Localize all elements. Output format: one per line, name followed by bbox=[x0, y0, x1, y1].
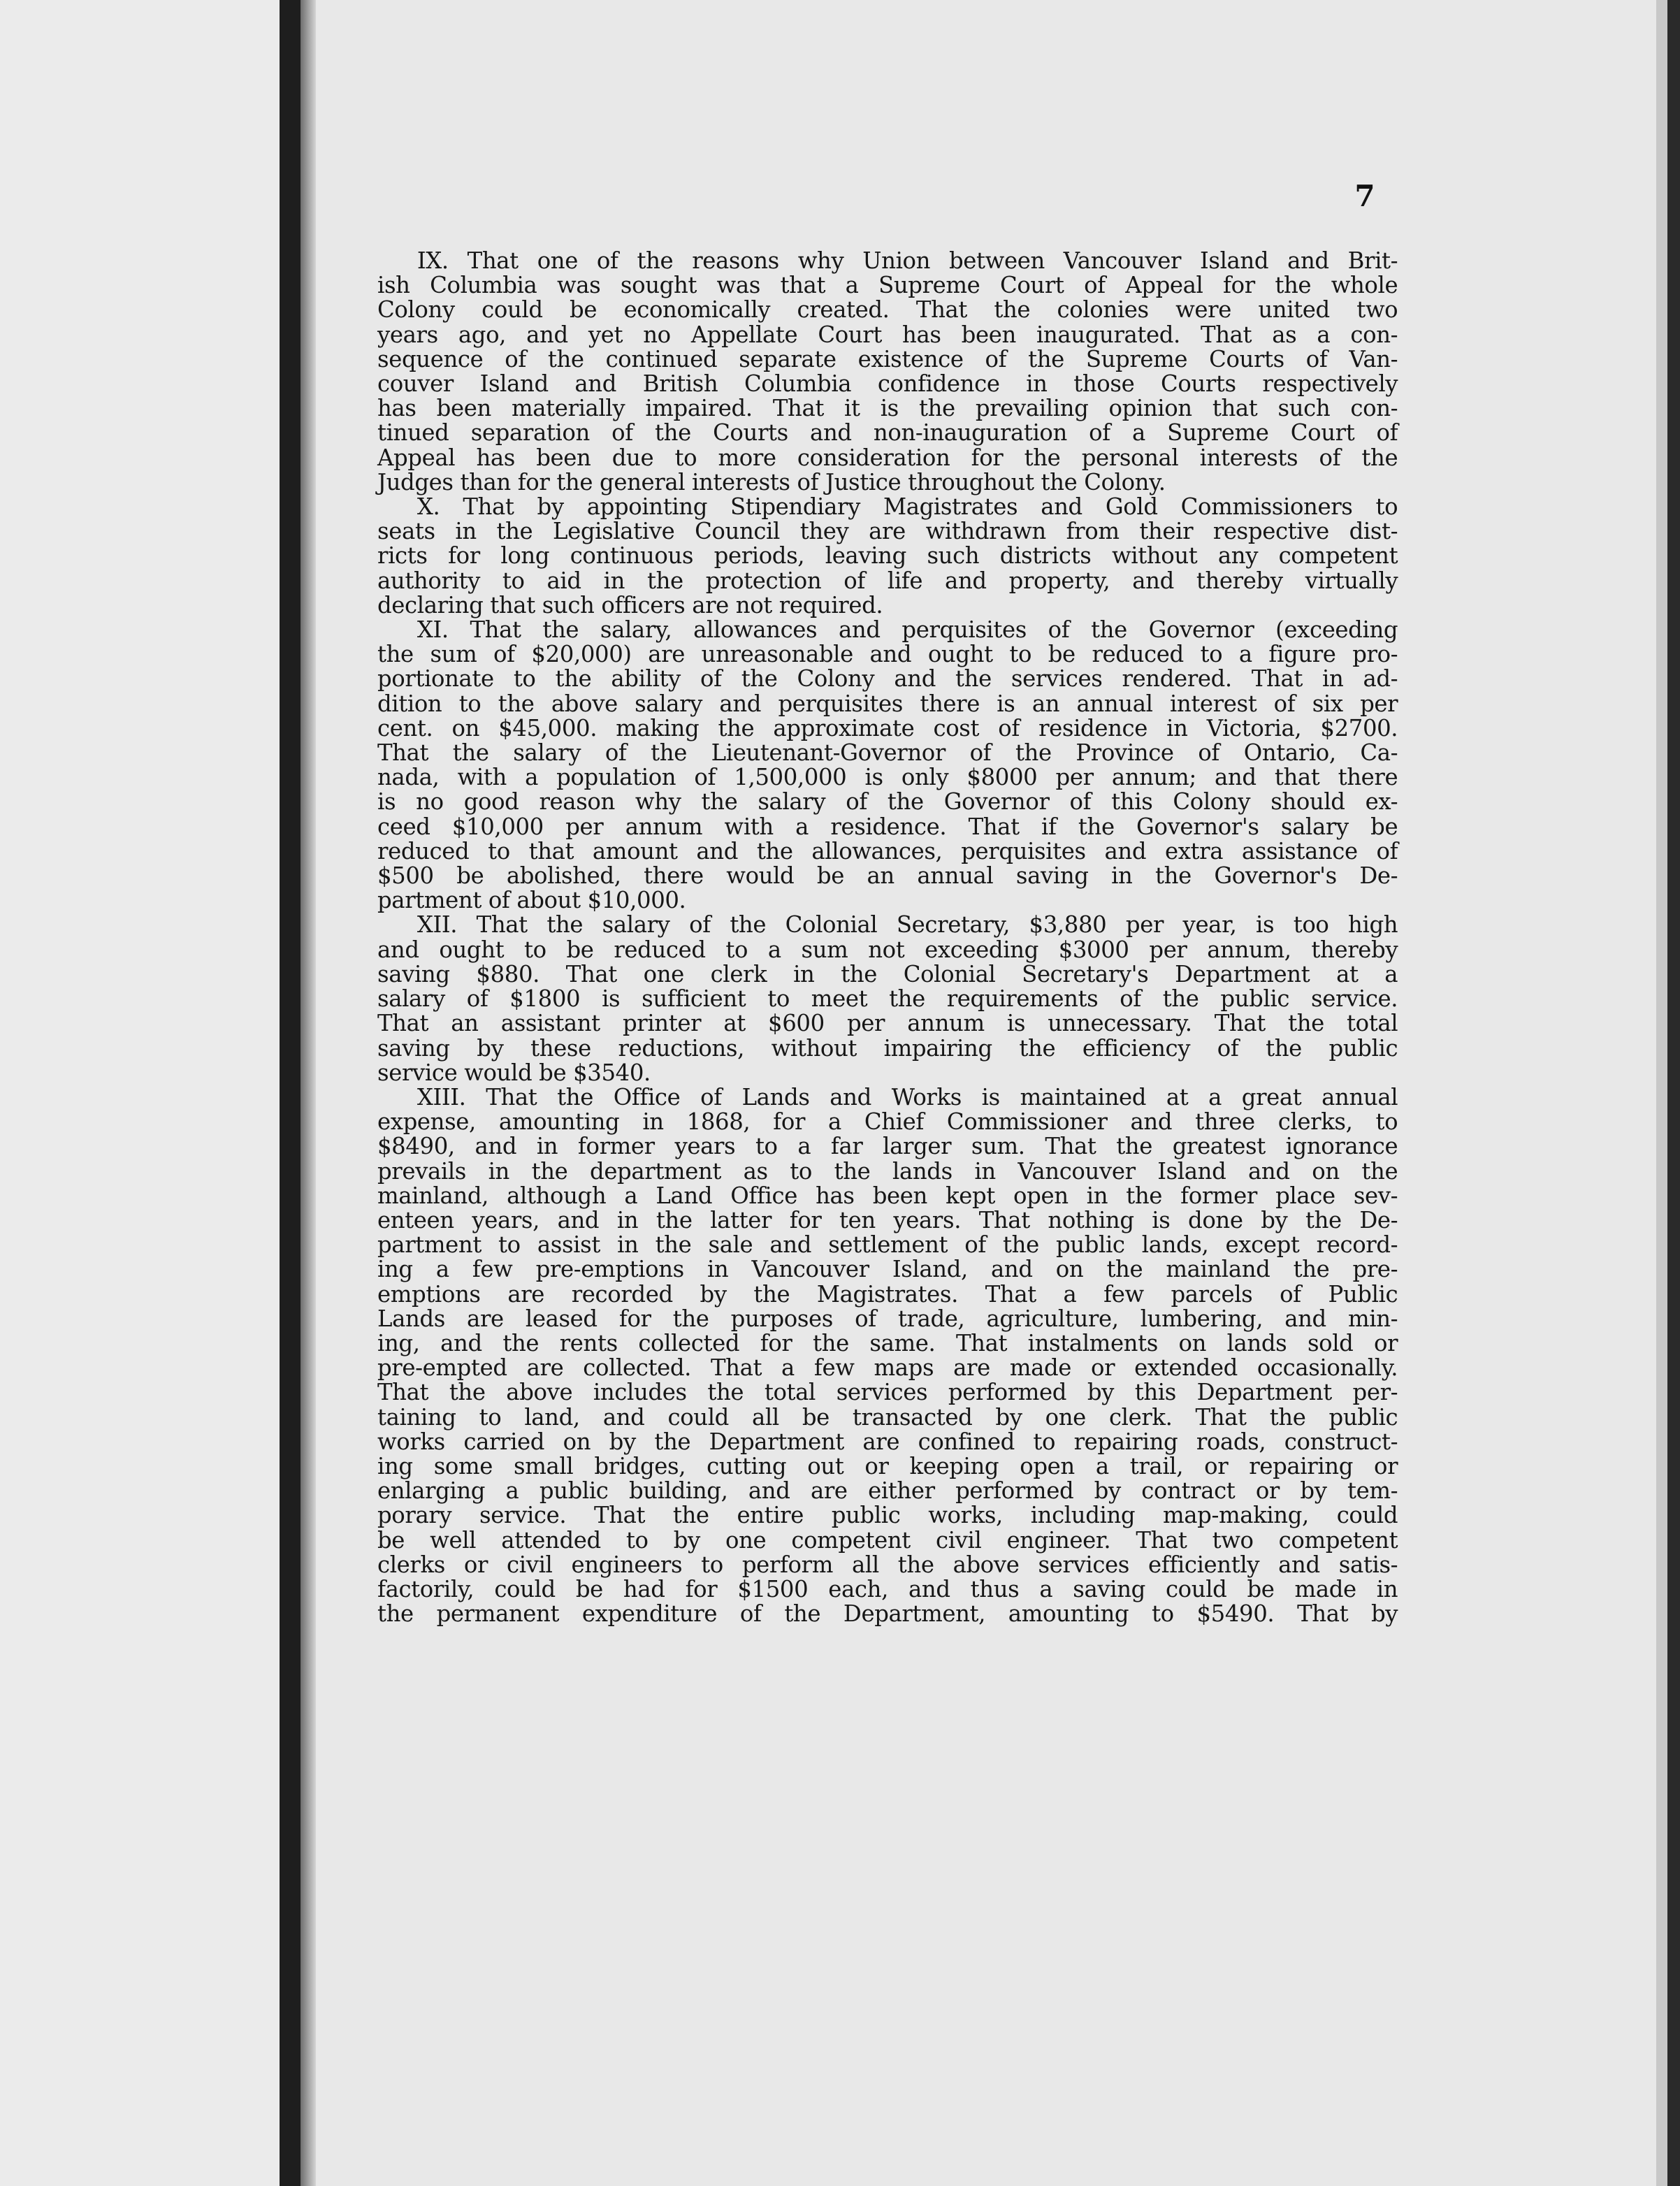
previous-page-line bbox=[0, 243, 280, 268]
text-line: and ought to be reduced to a sum not exceeding $3000 per annum, thereby bbox=[377, 935, 1398, 963]
text-line: the sum of $20,000) are unreasonable and ought to be reduced to a figure pro- bbox=[377, 640, 1398, 668]
previous-page-line bbox=[0, 363, 280, 388]
previous-page-line bbox=[0, 1498, 280, 1522]
text-line: partment to assist in the sale and settlement of the public lands, except record- bbox=[377, 1231, 1398, 1259]
text-line: salary of $1800 is sufficient to meet the requirements of the public service. bbox=[377, 985, 1398, 1013]
previous-page-line bbox=[0, 1398, 280, 1423]
article-paragraph bbox=[377, 912, 1398, 1084]
previous-page-line bbox=[0, 1151, 280, 1175]
text-line: be well attended to by one competent civil engineer. That two competent bbox=[377, 1526, 1398, 1554]
text-line: saving by these reductions, without impairing the efficiency of the public bbox=[377, 1034, 1398, 1062]
text-line: seats in the Legislative Council they are withdrawn from their respective dist- bbox=[377, 517, 1398, 545]
previous-page-line bbox=[0, 1473, 280, 1498]
text-line: is no good reason why the salary of the Governor of this Colony should ex- bbox=[377, 788, 1398, 816]
previous-page-line bbox=[0, 611, 280, 635]
text-line: declaring that such officers are not required. bbox=[377, 591, 883, 618]
text-line: ceed $10,000 per annum with a residence. That if the Governor's salary be bbox=[377, 812, 1398, 840]
previous-page-line bbox=[0, 755, 280, 780]
text-line: ing some small bridges, cutting out or keeping open a trail, or repairing or bbox=[377, 1452, 1398, 1479]
text-line: XI. That the salary, allowances and perquisites of the Governor (exceeding bbox=[417, 616, 1398, 644]
previous-page-line bbox=[0, 1127, 280, 1151]
text-line: nada, with a population of 1,500,000 is only $8000 per annum; and that there bbox=[377, 763, 1398, 791]
text-line: ish Columbia was sought was that a Supreme Court of Appeal for the whole bbox=[377, 271, 1398, 299]
previous-page-line bbox=[0, 730, 280, 755]
text-line: cent. on $45,000. making the approximate cost of residence in Victoria, $2700. bbox=[377, 714, 1398, 741]
previous-page-line bbox=[0, 1101, 280, 1126]
previous-page-line bbox=[0, 1374, 280, 1398]
text-line: dition to the above salary and perquisites there is an annual interest of six per bbox=[377, 689, 1398, 717]
previous-page-line bbox=[0, 1349, 280, 1373]
previous-page-line bbox=[0, 314, 280, 338]
text-line: prevails in the department as to the lands in Vancouver Island and on the bbox=[377, 1157, 1398, 1185]
text-line: IX. That one of the reasons why Union between Vancouver Island and Brit- bbox=[417, 247, 1398, 274]
text-line: XII. That the salary of the Colonial Secretary, $3,880 per year, is too high bbox=[417, 911, 1398, 939]
previous-page-line bbox=[0, 1225, 280, 1250]
previous-page-text bbox=[0, 243, 280, 1597]
scan-background bbox=[1667, 0, 1680, 2186]
previous-page-line bbox=[0, 487, 280, 512]
gutter-shadow bbox=[300, 0, 316, 2186]
previous-page-line bbox=[0, 1572, 280, 1596]
text-line: enteen years, and in the latter for ten years. That nothing is done by the De- bbox=[377, 1206, 1398, 1233]
previous-page-line bbox=[0, 289, 280, 313]
text-line: Colony could be economically created. That the colonies were united two bbox=[377, 296, 1398, 324]
page-body bbox=[377, 248, 1398, 1626]
previous-page-line bbox=[0, 388, 280, 412]
previous-page-line bbox=[0, 1201, 280, 1225]
page-number: 7 bbox=[1354, 179, 1375, 213]
text-line: saving $880. That one clerk in the Colonial Secretary's Department at a bbox=[377, 960, 1398, 987]
text-line: XIII. That the Office of Lands and Works is maintained at a great annual bbox=[417, 1083, 1398, 1110]
text-line: ing, and the rents collected for the same. That instalments on lands sold or bbox=[377, 1329, 1398, 1356]
text-line: partment of about $10,000. bbox=[377, 886, 686, 914]
previous-page-line bbox=[0, 1052, 280, 1077]
text-line: works carried on by the Department are confined to repairing roads, construct- bbox=[377, 1427, 1398, 1455]
text-line: enlarging a public building, and are either performed by contract or by tem- bbox=[377, 1477, 1398, 1505]
previous-page-line bbox=[0, 1300, 280, 1324]
previous-page-line bbox=[0, 586, 280, 610]
text-line: ricts for long continuous periods, leaving such districts without any competent bbox=[377, 542, 1398, 570]
previous-page-line bbox=[0, 1324, 280, 1349]
text-line: expense, amounting in 1868, for a Chief Commissioner and three clerks, to bbox=[377, 1108, 1398, 1136]
previous-page-line bbox=[0, 437, 280, 462]
article-paragraph bbox=[377, 494, 1398, 617]
text-line: X. That by appointing Stipendiary Magistrates and Gold Commissioners to bbox=[417, 493, 1398, 521]
text-line: clerks or civil engineers to perform all the above services efficiently and satis- bbox=[377, 1550, 1398, 1578]
text-line: emptions are recorded by the Magistrates. That a few parcels of Public bbox=[377, 1280, 1398, 1308]
previous-page-line bbox=[0, 512, 280, 536]
text-line: authority to aid in the protection of life and property, and thereby virtually bbox=[377, 566, 1398, 594]
previous-page bbox=[0, 0, 280, 2186]
text-line: reduced to that amount and the allowances, perquisites and extra assistance of bbox=[377, 837, 1398, 864]
previous-page-line bbox=[0, 681, 280, 706]
text-line: That the above includes the total services performed by this Department per- bbox=[377, 1378, 1398, 1406]
previous-page-line bbox=[0, 1522, 280, 1547]
text-line: the permanent expenditure of the Department, amounting to $5490. That by bbox=[377, 1600, 1398, 1628]
previous-page-line bbox=[0, 1547, 280, 1572]
previous-page-line bbox=[0, 1448, 280, 1472]
text-line: Appeal has been due to more consideration for the personal interests of the bbox=[377, 443, 1398, 471]
page-edge bbox=[1656, 0, 1667, 2186]
previous-page-line bbox=[0, 561, 280, 586]
text-line: That an assistant printer at $600 per annum is unnecessary. That the total bbox=[377, 1009, 1398, 1037]
text-line: mainland, although a Land Office has been kept open in the former place sev- bbox=[377, 1181, 1398, 1209]
previous-page-line bbox=[0, 1077, 280, 1101]
text-line: taining to land, and could all be transacted by one clerk. That the public bbox=[377, 1403, 1398, 1431]
text-line: ing a few pre-emptions in Vancouver Island, and on the mainland the pre- bbox=[377, 1255, 1398, 1283]
previous-page-line bbox=[0, 1003, 280, 1027]
text-line: pre-empted are collected. That a few maps are made or extended occasionally. bbox=[377, 1354, 1398, 1382]
text-line: service would be $3540. bbox=[377, 1058, 651, 1086]
previous-page-line bbox=[0, 978, 280, 1002]
previous-page-line bbox=[0, 953, 280, 978]
previous-page-line bbox=[0, 338, 280, 363]
article-paragraph bbox=[377, 248, 1398, 494]
previous-page-line bbox=[0, 904, 280, 928]
text-line: portionate to the ability of the Colony and the services rendered. That in ad- bbox=[377, 665, 1398, 693]
previous-page-line bbox=[0, 1275, 280, 1299]
text-line: tinued separation of the Courts and non-inauguration of a Supreme Court of bbox=[377, 419, 1398, 447]
previous-page-line bbox=[0, 412, 280, 437]
previous-page-line bbox=[0, 854, 280, 878]
text-line: factorily, could be had for $1500 each, and thus a saving could be made in bbox=[377, 1575, 1398, 1602]
text-line: Lands are leased for the purposes of trade, agriculture, lumbering, and min- bbox=[377, 1304, 1398, 1332]
previous-page-line bbox=[0, 929, 280, 953]
previous-page-line bbox=[0, 830, 280, 854]
previous-page-line bbox=[0, 780, 280, 804]
text-line: sequence of the continued separate existence of the Supreme Courts of Van- bbox=[377, 345, 1398, 372]
text-line: $8490, and in former years to a far larger sum. That the greatest ignorance bbox=[377, 1132, 1398, 1160]
previous-page-line bbox=[0, 536, 280, 560]
previous-page-line bbox=[0, 1176, 280, 1201]
previous-page-line bbox=[0, 462, 280, 486]
previous-page-line bbox=[0, 879, 280, 904]
text-line: years ago, and yet no Appellate Court has been inaugurated. That as a con- bbox=[377, 320, 1398, 348]
previous-page-line bbox=[0, 1027, 280, 1052]
previous-page-line bbox=[0, 1250, 280, 1275]
text-line: porary service. That the entire public works, including map-making, could bbox=[377, 1501, 1398, 1529]
text-line: $500 be abolished, there would be an annual saving in the Governor's De- bbox=[377, 862, 1398, 890]
book-spine bbox=[280, 0, 300, 2186]
previous-page-line bbox=[0, 1424, 280, 1448]
text-line: That the salary of the Lieutenant-Governor of the Province of Ontario, Ca- bbox=[377, 739, 1398, 767]
article-paragraph bbox=[377, 617, 1398, 912]
previous-page-line bbox=[0, 635, 280, 660]
previous-page-line bbox=[0, 706, 280, 730]
text-line: Judges than for the general interests of Justice throughout the Colony. bbox=[377, 468, 1166, 495]
text-line: couver Island and British Columbia confidence in those Courts respectively bbox=[377, 370, 1398, 398]
previous-page-line bbox=[0, 805, 280, 830]
text-line: has been materially impaired. That it is the prevailing opinion that such con- bbox=[377, 394, 1398, 422]
article-paragraph bbox=[377, 1085, 1398, 1626]
